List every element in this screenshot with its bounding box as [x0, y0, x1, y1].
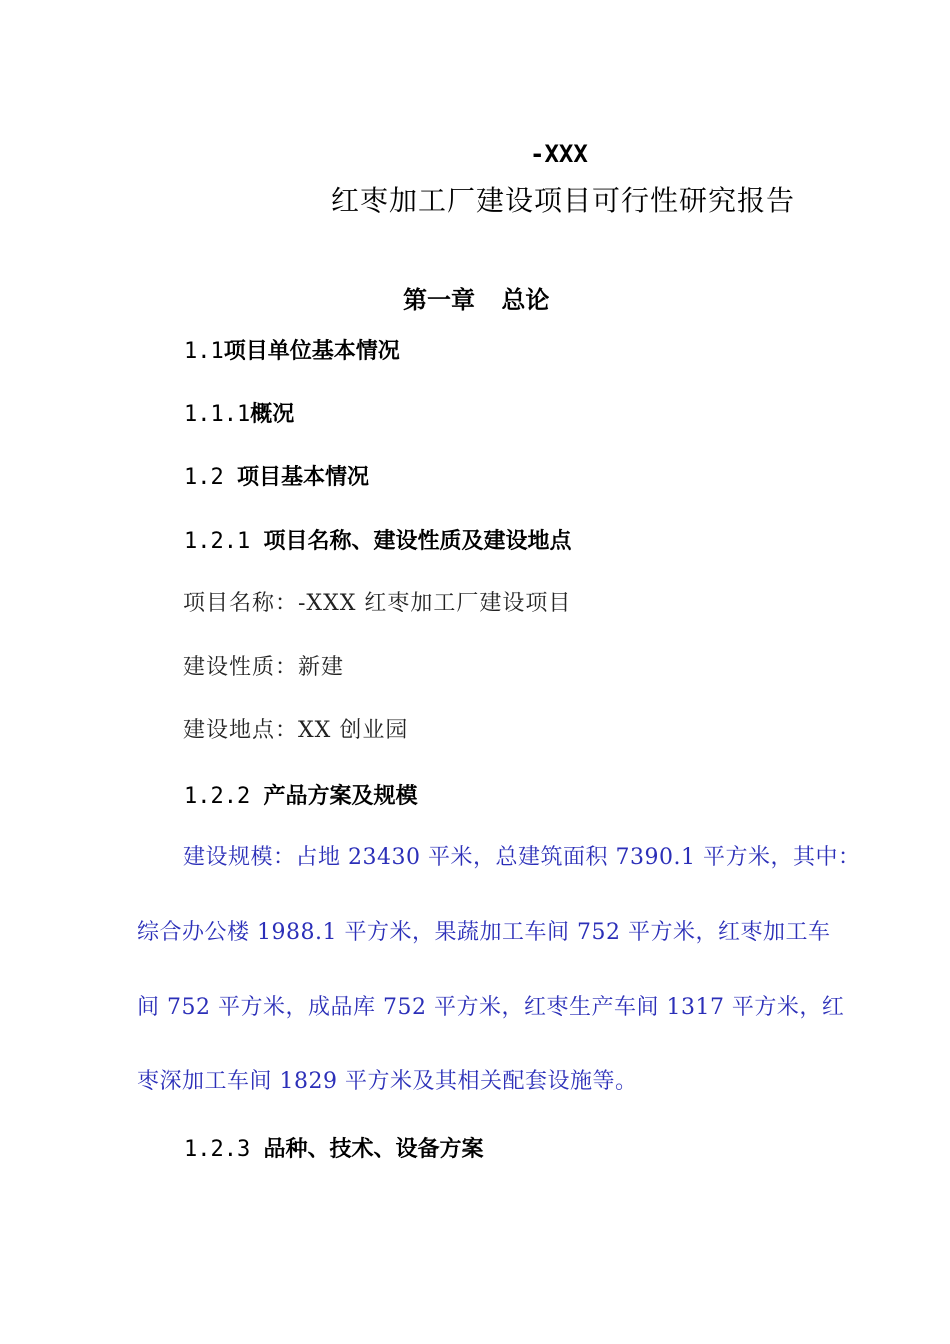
- section-number: 1.2.2: [184, 784, 264, 809]
- project-name: 项目名称：-XXX 红枣加工厂建设项目: [183, 591, 572, 616]
- chapter-title: 总论: [501, 285, 550, 314]
- section-title: 概况: [250, 401, 295, 427]
- section-number: 1.2.1: [184, 529, 264, 554]
- section-heading-1-1: [184, 340, 400, 363]
- report-code: -XXX: [530, 140, 588, 168]
- section-title: 项目名称、建设性质及建设地点: [263, 528, 572, 554]
- section-number: 1.2.3: [184, 1137, 264, 1162]
- scale-paragraph-line-4: 枣深加工车间 1829 平方米及其相关配套设施等。: [137, 1069, 638, 1094]
- section-title: 项目单位基本情况: [223, 338, 400, 364]
- section-number: 1.1.1: [184, 402, 251, 427]
- section-title: 品种、技术、设备方案: [263, 1136, 484, 1162]
- section-title: 产品方案及规模: [263, 783, 418, 809]
- section-heading-1-2: [184, 466, 369, 489]
- section-heading-1-2-2: [184, 785, 418, 808]
- scale-paragraph-line-3: 间 752 平方米，成品库 752 平方米，红枣生产车间 1317 平方米，红: [137, 995, 845, 1020]
- project-nature: 建设性质：新建: [183, 655, 345, 680]
- scale-paragraph-line-2: 综合办公楼 1988.1 平方米，果蔬加工车间 752 平方米，红枣加工车: [137, 920, 831, 945]
- project-location: 建设地点：XX 创业园: [183, 718, 409, 743]
- section-heading-1-1-1: [184, 403, 294, 426]
- section-number: 1.1: [184, 339, 224, 364]
- section-number: 1.2: [184, 465, 237, 490]
- chapter-heading: [403, 285, 550, 314]
- section-heading-1-2-3: [184, 1138, 484, 1161]
- chapter-label: 第一章: [403, 285, 475, 314]
- report-title: 红枣加工厂建设项目可行性研究报告: [331, 184, 796, 217]
- scale-paragraph-line-1: 建设规模：占地 23430 平米，总建筑面积 7390.1 平方米，其中：: [183, 845, 861, 870]
- section-heading-1-2-1: [184, 530, 572, 553]
- section-title: 项目基本情况: [236, 464, 369, 490]
